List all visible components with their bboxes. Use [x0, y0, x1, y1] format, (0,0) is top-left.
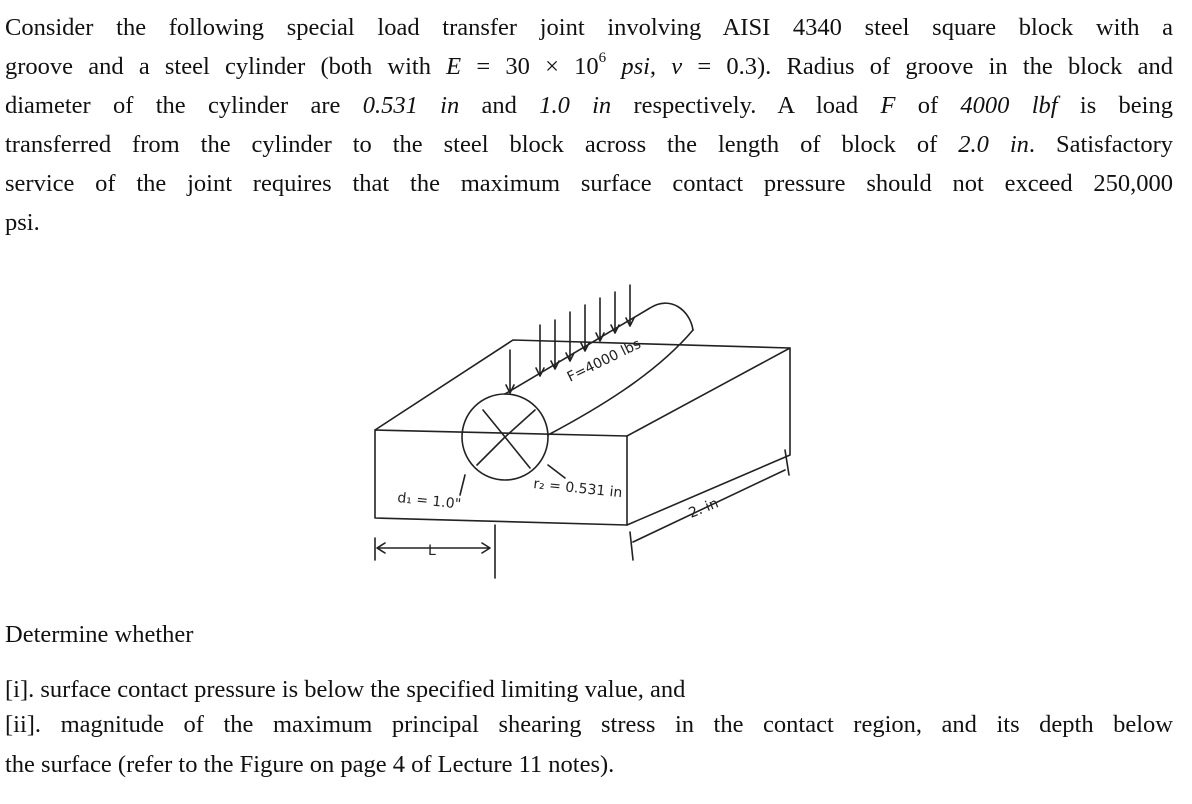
load-label: F=4000 lbs — [564, 336, 644, 386]
block-front-face — [375, 430, 627, 525]
problem-line-1: Consider the following special load transfer joint involving AISI 4340 steel square block with a — [5, 14, 1173, 41]
problem-line-6: psi. — [5, 209, 40, 236]
problem-statement — [5, 8, 1173, 242]
question-item-2-cont: the surface (refer to the Figure on page 4 of Lecture 11 notes). — [5, 751, 615, 778]
joint-sketch — [365, 270, 805, 590]
d1-label: d₁ = 1.0" — [396, 490, 462, 513]
radius-arrows — [477, 410, 535, 468]
r2-leader — [548, 465, 565, 478]
question-item-2: [ii]. magnitude of the maximum principal shearing stress in the contact region, and its depth below — [5, 711, 1173, 738]
joint-figure — [365, 270, 805, 590]
problem-line-4: transferred from the cylinder to the steel block across the length of block of 2.0 in. Satisfactory — [5, 131, 1173, 158]
problem-line-2: groove and a steel cylinder (both with $E = 30 \times 10^6$ psi, ν = 0.3). Radius of groove in the block and — [5, 49, 1174, 80]
cylinder-top-edge — [505, 303, 693, 394]
L-label: L — [428, 543, 436, 559]
problem-line-5: service of the joint requires that the maximum surface contact pressure should not exceed 250,000 — [5, 170, 1173, 197]
length-label: 2. in — [686, 495, 721, 522]
r2-label: r₂ = 0.531 in — [532, 476, 624, 502]
question-intro: Determine whether — [5, 621, 194, 648]
question-item-1: [i]. surface contact pressure is below the specified limiting value, and — [5, 676, 686, 703]
d1-leader — [460, 475, 465, 495]
problem-line-3: diameter of the cylinder are 0.531 in and 1.0 in respectively. A load F of 4000 lbf is being — [5, 92, 1173, 119]
